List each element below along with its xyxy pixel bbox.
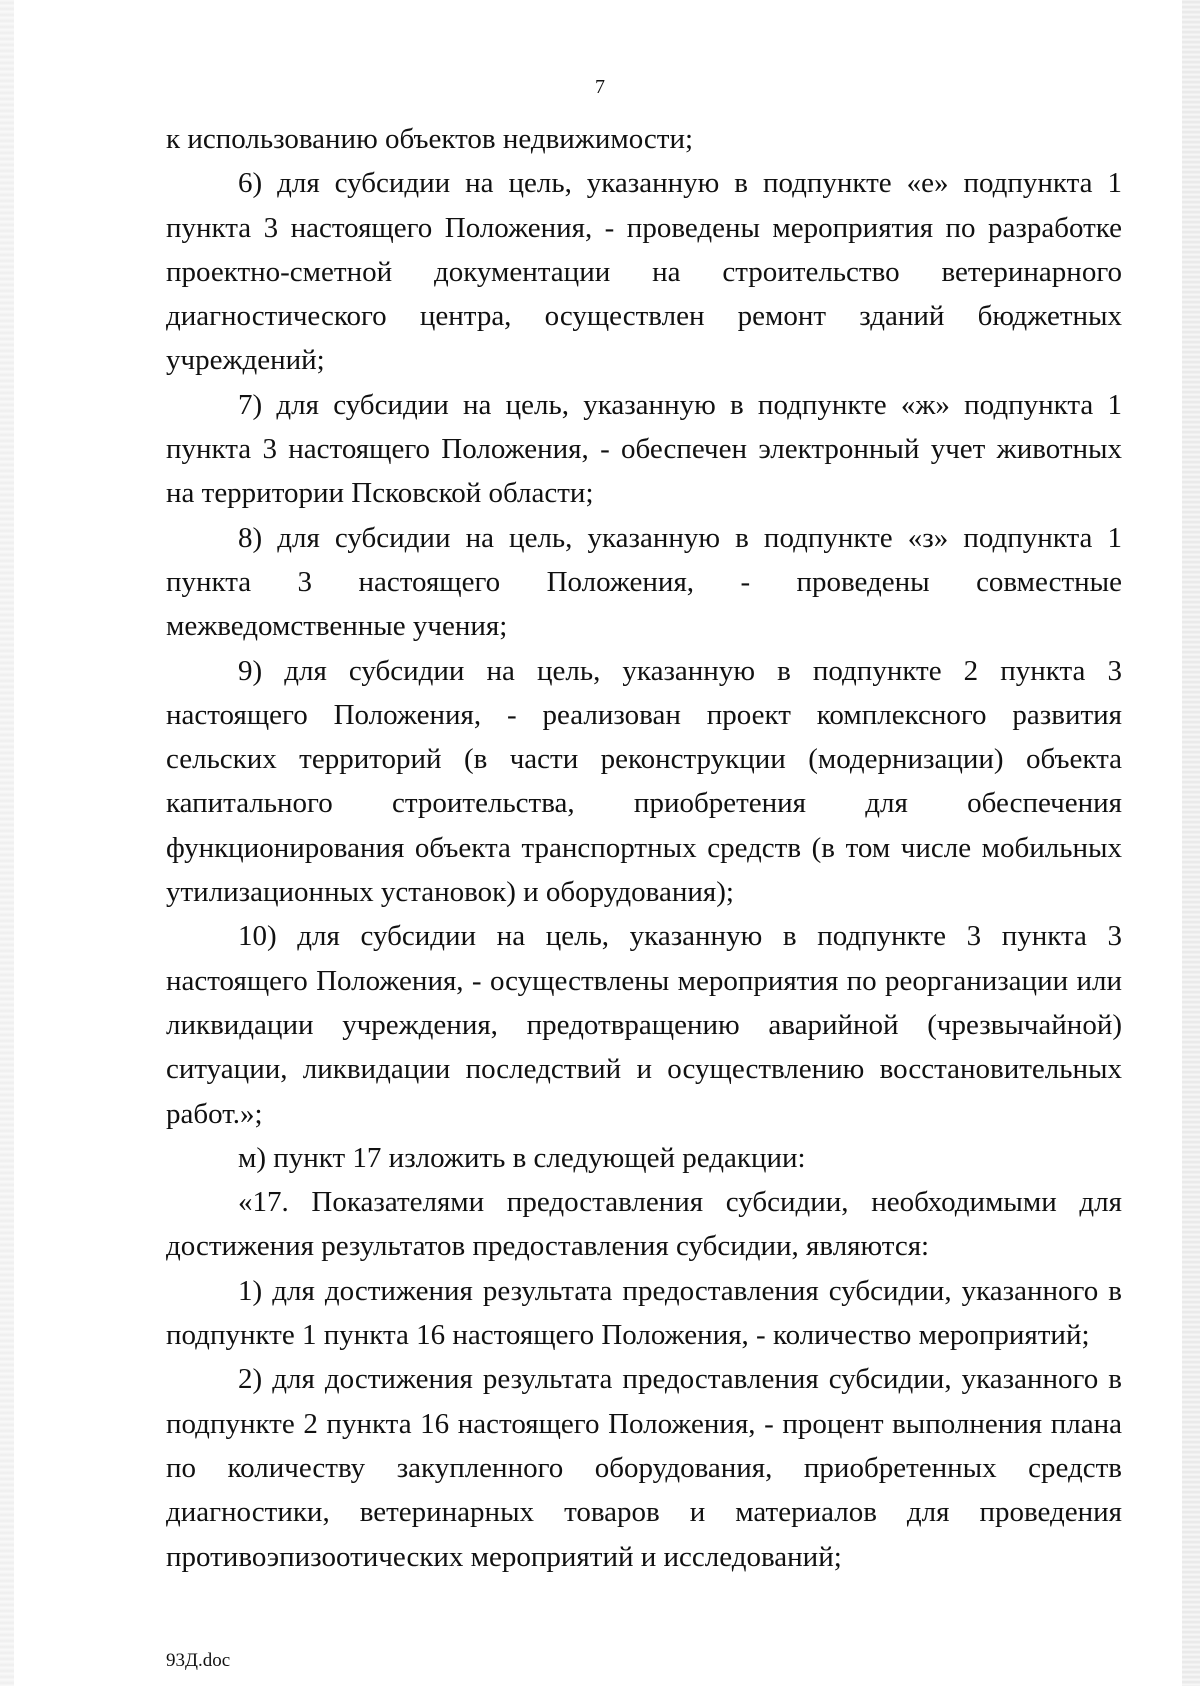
paragraph: 8) для субсидии на цель, указанную в подпункте «з» подпункта 1 пункта 3 настоящего Положения, - проведены совместные межведомственные учения;: [166, 521, 1122, 643]
paragraph: м) пункт 17 изложить в следующей редакции:: [238, 1141, 806, 1174]
document-body: [166, 117, 1122, 1579]
paragraph: 10) для субсидии на цель, указанную в подпункте 3 пункта 3 настоящего Положения, - осуществлены мероприятия по реорганизации или ликвидации учреждения, предотвращению аварийной (чрезвычайной) ситуации, ликвидации последствий и осуществлению восстановительных работ.»;: [166, 920, 1122, 1130]
paragraph: 9) для субсидии на цель, указанную в подпункте 2 пункта 3 настоящего Положения, - реализован проект комплексного развития сельских территорий (в части реконструкции (модернизации) объекта капитального строительства, приобретения для обеспечения функционирования объекта транспортных средств (в том числе мобильных утилизационных установок) и оборудования);: [166, 654, 1122, 909]
paragraph: «17. Показателями предоставления субсидии, необходимыми для достижения результатов предоставления субсидии, являются:: [166, 1186, 1122, 1263]
paragraph: к использованию объектов недвижимости;: [166, 123, 694, 155]
page-number: 7: [595, 76, 605, 98]
scan-edge-left: [0, 0, 14, 1686]
paragraph: 6) для субсидии на цель, указанную в подпункте «е» подпункта 1 пункта 3 настоящего Положения, - проведены мероприятия по разработке проектно-сметной документации на строительство ветеринарного диагностического центра, осуществлен ремонт зданий бюджетных учреждений;: [166, 167, 1122, 377]
scan-edge-right: [1182, 0, 1200, 1686]
paragraph: 7) для субсидии на цель, указанную в подпункте «ж» подпункта 1 пункта 3 настоящего Положения, - обеспечен электронный учет животных на территории Псковской области;: [166, 388, 1122, 510]
paragraph: 1) для достижения результата предоставления субсидии, указанного в подпункте 1 пункта 16 настоящего Положения, - количество мероприятий;: [166, 1274, 1122, 1352]
document-filename-footer: 93Д.doc: [166, 1650, 231, 1671]
paragraph: 2) для достижения результата предоставления субсидии, указанного в подпункте 2 пункта 16 настоящего Положения, - процент выполнения плана по количеству закупленного оборудования, приобретенных средств диагностики, ветеринарных товаров и материалов для проведения противоэпизоотических мероприятий и исследований;: [166, 1363, 1122, 1573]
